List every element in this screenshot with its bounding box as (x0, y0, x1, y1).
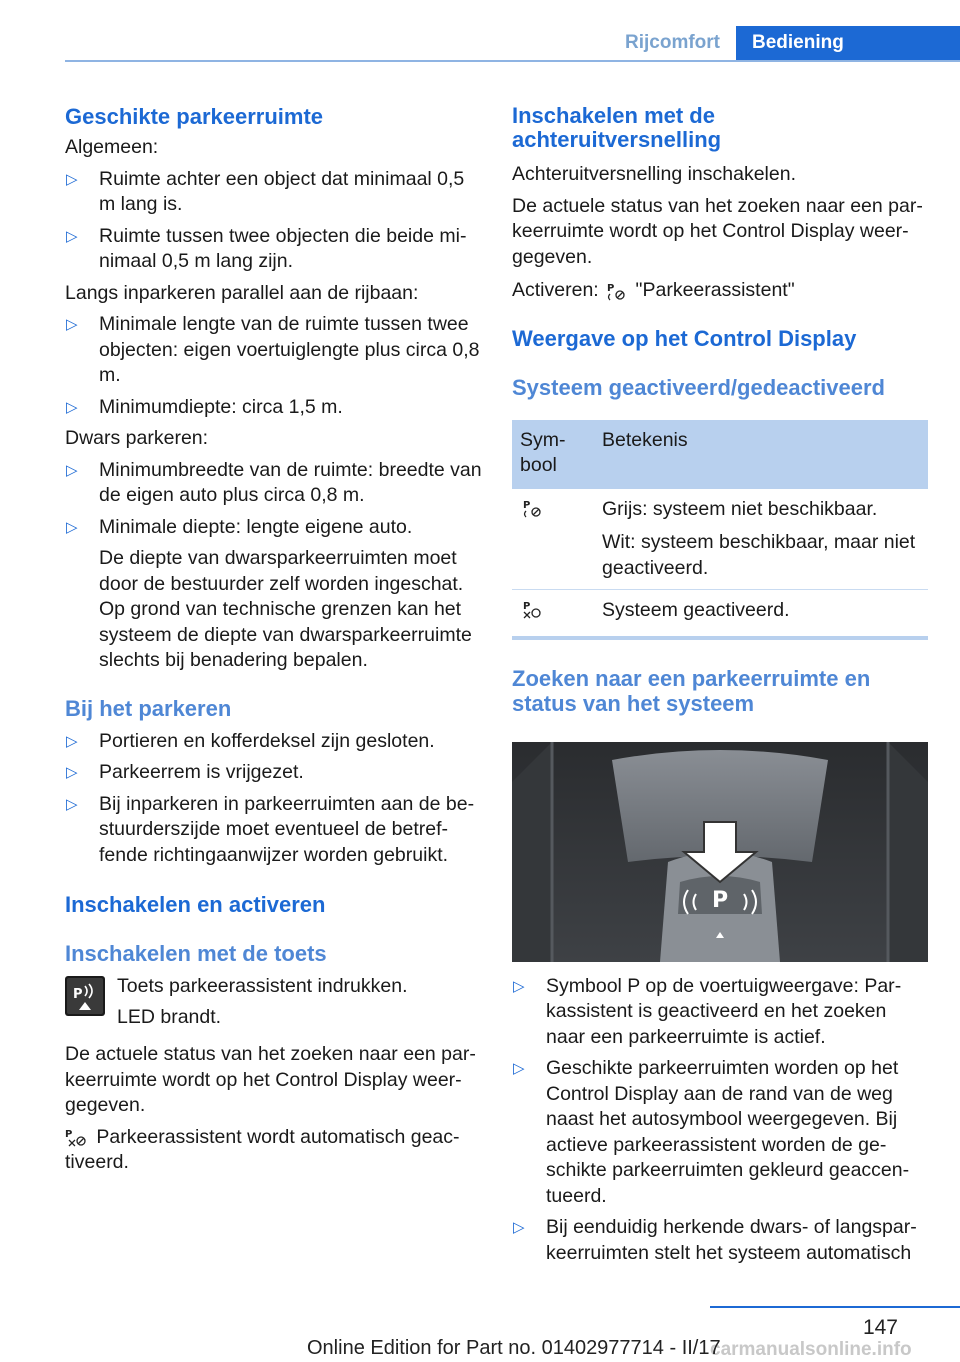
bullet-triangle-icon: ▷ (66, 227, 78, 245)
page-header (602, 26, 960, 61)
header-divider (65, 60, 960, 62)
parking-display-illustration (512, 742, 928, 962)
heading-system-state: Systeem geactiveerd/gedeactiveerd (512, 374, 885, 400)
tab-bediening[interactable]: Bediening (736, 26, 960, 61)
bullet-triangle-icon: ▷ (66, 795, 78, 813)
list-item: ▷ Portieren en kofferdeksel zijn gesloten. (65, 729, 483, 755)
button-instruction (65, 974, 483, 1032)
list-item: ▷ Bij eenduidig herkende dwars- of langsparkeerruimten stelt het systeem automatisch (513, 1216, 917, 1264)
heading-parking: Bij het parkeren (65, 695, 232, 721)
list-item: ▷ Minimumdiepte: circa 1,5 m. (65, 395, 483, 421)
status-text: De actuele status van het zoeken naar een parkeerruimte wordt op het Control Display weergegeven. (65, 1043, 476, 1116)
table-row (512, 590, 928, 638)
bullet-triangle-icon: ▷ (66, 764, 78, 781)
svg-text:P: P (523, 601, 531, 612)
table-cell-symbol (512, 590, 594, 638)
button-line-2: LED brandt. (117, 1006, 222, 1028)
cross-note: De diepte van dwarsparkeerruimten moet door de bestuurder zelf worden ingeschat. Op grond van technische grenzen kan het systeem de diepte van dwarsparkeerruimte slechts bij benadering bepalen. (99, 547, 472, 671)
bullet-triangle-icon: ▷ (66, 316, 78, 333)
table-header-symbol: Symbool (512, 420, 594, 489)
heading-reverse-gear: Inschakelen met de achteruitversnelling (512, 103, 722, 152)
general-label: Algemeen: (65, 136, 159, 158)
heading-with-button: Inschakelen met de toets (65, 941, 327, 966)
photo-p-label: P (711, 887, 729, 913)
bullet-triangle-icon: ▷ (66, 398, 78, 416)
cross-label: Dwars parkeren: (65, 427, 209, 449)
edition-text: Online Edition for Part no. 01402977714 - II/17 (307, 1337, 721, 1359)
status-text-right: De actuele status van het zoeken naar een parkeerruimte wordt op het Control Display weergegeven. (512, 194, 923, 268)
list-item: ▷ Minimumbreedte van de ruimte: breedte van de eigen auto plus circa 0,8 m. (66, 458, 482, 506)
svg-text:P: P (607, 282, 615, 294)
table-header-row (512, 420, 928, 489)
camera-view-image (512, 742, 928, 962)
list-item: ▷ Ruimte tussen twee objecten die beide minimaal 0,5 m lang zijn. (66, 224, 467, 272)
left-column (65, 104, 483, 1176)
park-assist-button-icon (65, 976, 105, 1016)
svg-text:P: P (523, 499, 531, 511)
list-item: ▷ Parkeerrem is vrijgezet. (65, 760, 483, 786)
table-cell-symbol (512, 489, 594, 590)
bullet-triangle-icon: ▷ (66, 732, 78, 750)
table-header-meaning: Betekenis (594, 420, 928, 489)
footer-divider (710, 1306, 960, 1308)
heading-control-display: Weergave op het Control Display (512, 325, 857, 351)
list-item: ▷ Symbool P op de voertuigweergave: Parkassistent is geactiveerd en het zoeken naar een parkeerruimte is actief. (513, 974, 902, 1048)
parking-list (65, 729, 483, 869)
parallel-list (65, 312, 483, 420)
right-column (512, 104, 930, 1266)
button-line-1: Toets parkeerassistent indrukken. (117, 975, 408, 997)
symbol-table (512, 420, 928, 640)
table-row (512, 489, 928, 590)
bullet-triangle-icon: ▷ (66, 518, 78, 536)
bullet-triangle-icon: ▷ (513, 1219, 525, 1236)
bullet-triangle-icon: ▷ (66, 170, 78, 188)
svg-text:P: P (65, 1129, 73, 1141)
tab-rijcomfort[interactable]: Rijcomfort (602, 26, 736, 61)
table-cell-meaning: Grijs: systeem niet beschikbaar. Wit: systeem beschikbaar, maar niet geactiveerd. (594, 489, 928, 590)
park-assist-icon (65, 1126, 91, 1148)
reverse-line: Achteruitversnelling inschakelen. (512, 163, 796, 185)
bullet-triangle-icon: ▷ (513, 977, 525, 995)
watermark-text: carmanualsonline.info (710, 1339, 912, 1360)
park-assist-icon (520, 497, 546, 519)
list-item: ▷ Bij inparkeren in parkeerruimten aan de bestuurderszijde moet eventueel de betreffende richtingaanwijzer worden gebruikt. (66, 792, 475, 866)
bullet-triangle-icon: ▷ (513, 1060, 525, 1077)
list-item: ▷ Ruimte achter een object dat minimaal 0,5 m lang is. (66, 167, 465, 215)
parallel-label: Langs inparkeren parallel aan de rijbaan: (65, 281, 419, 304)
heading-suitable-space: Geschikte parkeerruimte (65, 104, 324, 129)
cross-list (65, 458, 483, 674)
park-assist-icon (604, 280, 630, 302)
auto-activated-text: P Parkeerassistent wordt automatisch geactiveerd. (65, 1125, 460, 1173)
activate-line: Activeren: P "Parkeerassistent" (512, 279, 795, 301)
park-assist-active-icon (520, 598, 546, 620)
heading-switch-on: Inschakelen en activeren (65, 892, 326, 917)
general-list (65, 167, 483, 275)
search-list (512, 974, 930, 1267)
table-cell-meaning: Systeem geactiveerd. (594, 590, 928, 638)
svg-text:P: P (73, 987, 83, 1002)
list-item: ▷ Minimale diepte: lengte eigene auto. De diepte van dwarsparkeerruimten moet door de bestuurder zelf worden ingeschat. Op grond van technische grenzen kan het systeem de diepte van dwarsparkeerruimte slechts bij benadering bepalen. (65, 515, 483, 674)
list-item: ▷ Geschikte parkeerruimten worden op het Control Display aan de rand van de weg naast het autosymbool weergegeven. Bij actieve parkeerassistent worden de geschikte parkeerruimten gekleurd geaccentueerd. (513, 1057, 910, 1207)
heading-search-status: Zoeken naar een parkeerruimte en status van het systeem (512, 665, 871, 716)
list-item: ▷ Minimale lengte van de ruimte tussen twee objecten: eigen voertuiglengte plus circa 0,8 m. (66, 313, 480, 386)
page-number: 147 (862, 1316, 898, 1339)
bullet-triangle-icon: ▷ (66, 461, 78, 479)
